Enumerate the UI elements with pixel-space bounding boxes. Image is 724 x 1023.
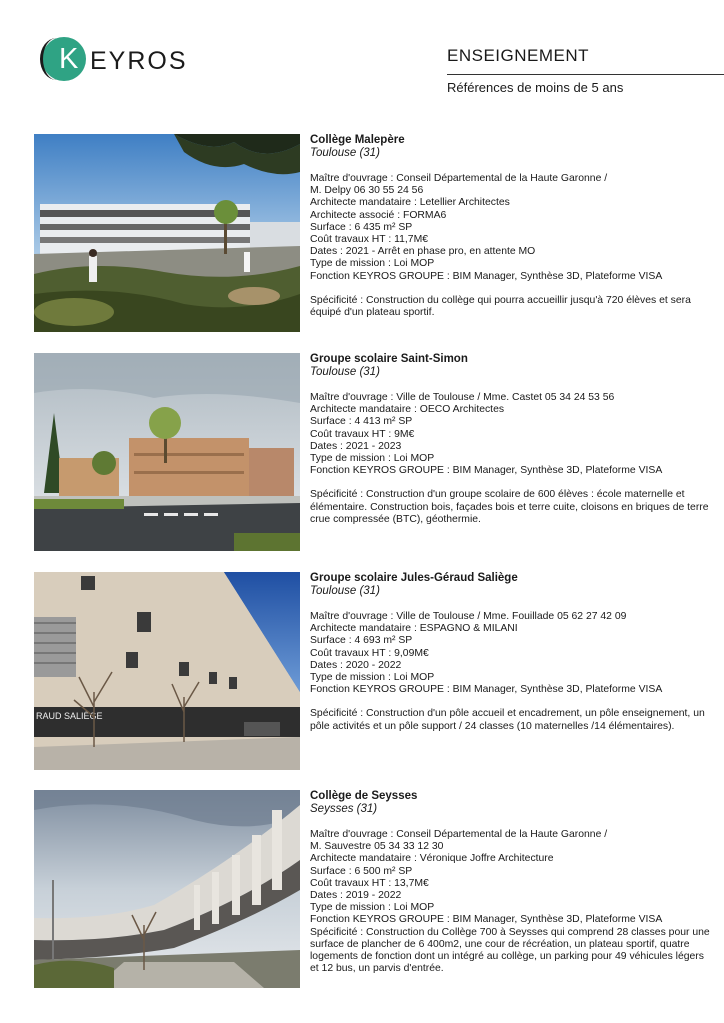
reference-text <box>310 353 710 526</box>
reference-title: Groupe scolaire Saint-Simon <box>310 353 468 365</box>
detail-line: Maître d'ouvrage : Conseil Départemental de la Haute Garonne / <box>310 173 608 184</box>
detail-line: M. Sauvestre 05 34 33 12 30 <box>310 841 444 853</box>
detail-line: Maître d'ouvrage : Ville de Toulouse / Mme. Castet 05 34 24 53 56 <box>310 392 615 403</box>
detail-line: Fonction KEYROS GROUPE : BIM Manager, Synthèse 3D, Plateforme VISA <box>310 270 663 282</box>
reference-title: Groupe scolaire Jules-Géraud Saliège <box>310 572 518 584</box>
reference-title: Collège Malepère <box>310 134 405 146</box>
detail-line: Coût travaux HT : 9,09M€ <box>310 647 429 659</box>
reference-text <box>310 134 710 319</box>
detail-line: Surface : 6 435 m² SP <box>310 221 413 233</box>
reference-city: Toulouse (31) <box>310 366 380 378</box>
reference-city: Toulouse (31) <box>310 147 380 159</box>
reference-specificity: Spécificité : Construction du collège qui pourra accueillir jusqu'à 720 élèves et sera équipé d'un plateau sportif. <box>310 294 691 319</box>
photo-groupe-scolaire-jules-geraud-saliege <box>34 572 300 770</box>
reference-specificity: Spécificité : Construction d'un pôle accueil et encadrement, un pôle enseignement, un pôle activités et un pôle support / 24 classes (10 maternelles /14 élémentaires). <box>310 708 705 732</box>
reference-text <box>310 572 710 733</box>
reference-city: Seysses (31) <box>310 803 378 815</box>
logo-text: EYROS <box>90 47 188 75</box>
detail-line: Type de mission : Loi MOP <box>310 672 435 684</box>
detail-line: Dates : 2019 - 2022 <box>310 890 402 902</box>
detail-line: Architecte mandataire : Véronique Joffre Architecture <box>310 853 554 865</box>
detail-line: Surface : 6 500 m² SP <box>310 865 413 877</box>
detail-line: Type de mission : Loi MOP <box>310 902 435 914</box>
detail-line: Type de mission : Loi MOP <box>310 258 435 270</box>
detail-line: Architecte mandataire : ESPAGNO & MILANI <box>310 623 518 635</box>
detail-line: Architecte mandataire : OECO Architectes <box>310 404 505 416</box>
detail-line: Surface : 4 413 m² SP <box>310 416 413 428</box>
detail-line: Coût travaux HT : 11,7M€ <box>310 234 429 246</box>
detail-line: Dates : 2021 - Arrêt en phase pro, en attente MO <box>310 246 536 258</box>
detail-line: Dates : 2020 - 2022 <box>310 659 402 671</box>
header-divider <box>447 74 724 75</box>
detail-line: Surface : 4 693 m² SP <box>310 635 413 647</box>
detail-line: Coût travaux HT : 13,7M€ <box>310 877 429 889</box>
detail-line: Fonction KEYROS GROUPE : BIM Manager, Synthèse 3D, Plateforme VISA <box>310 684 663 696</box>
detail-line: Architecte mandataire : Letellier Architectes <box>310 197 510 209</box>
detail-line: Type de mission : Loi MOP <box>310 453 435 465</box>
photo-college-de-seysses <box>34 790 300 988</box>
reference-title: Collège de Seysses <box>310 790 418 802</box>
detail-line: Dates : 2021 - 2023 <box>310 440 402 452</box>
photo-college-malepere <box>34 134 300 332</box>
detail-line: Fonction KEYROS GROUPE : BIM Manager, Synthèse 3D, Plateforme VISA <box>310 914 663 926</box>
detail-line: M. Delpy 06 30 55 24 56 <box>310 185 424 197</box>
reference-city: Toulouse (31) <box>310 585 380 597</box>
page-title: ENSEIGNEMENT <box>447 46 590 65</box>
logo-letter: K <box>59 43 79 75</box>
keyros-logo <box>42 37 188 83</box>
photo-groupe-scolaire-saint-simon <box>34 353 300 551</box>
detail-line: Coût travaux HT : 9M€ <box>310 428 415 440</box>
detail-line: Maître d'ouvrage : Conseil Départemental de la Haute Garonne / <box>310 829 608 840</box>
detail-line: Architecte associé : FORMA6 <box>310 209 447 221</box>
detail-line: Fonction KEYROS GROUPE : BIM Manager, Synthèse 3D, Plateforme VISA <box>310 465 663 477</box>
reference-specificity: Spécificité : Construction d'un groupe scolaire de 600 élèves : école maternelle et élémentaire. Construction bois, façades bois et terre cuite, cloisons en briques de terre crue compressée (BTC), géothermie. <box>310 489 709 525</box>
detail-line: Maître d'ouvrage : Ville de Toulouse / Mme. Fouillade 05 62 27 42 09 <box>310 611 627 622</box>
reference-text <box>310 790 710 975</box>
photo-sign-text: RAUD SALIÈGE <box>36 711 103 721</box>
reference-specificity: Spécificité : Construction du Collège 700 à Seysses qui comprend 28 classes pour une surface de plancher de 6 400m2, une cour de récréation, un plateau sportif, quatre logements de fonction dont un intégré au collège, un parking pour 49 véhicules légers et 12 bus, un parvis d'entrée. <box>310 926 710 975</box>
page-subtitle: Références de moins de 5 ans <box>447 80 624 95</box>
